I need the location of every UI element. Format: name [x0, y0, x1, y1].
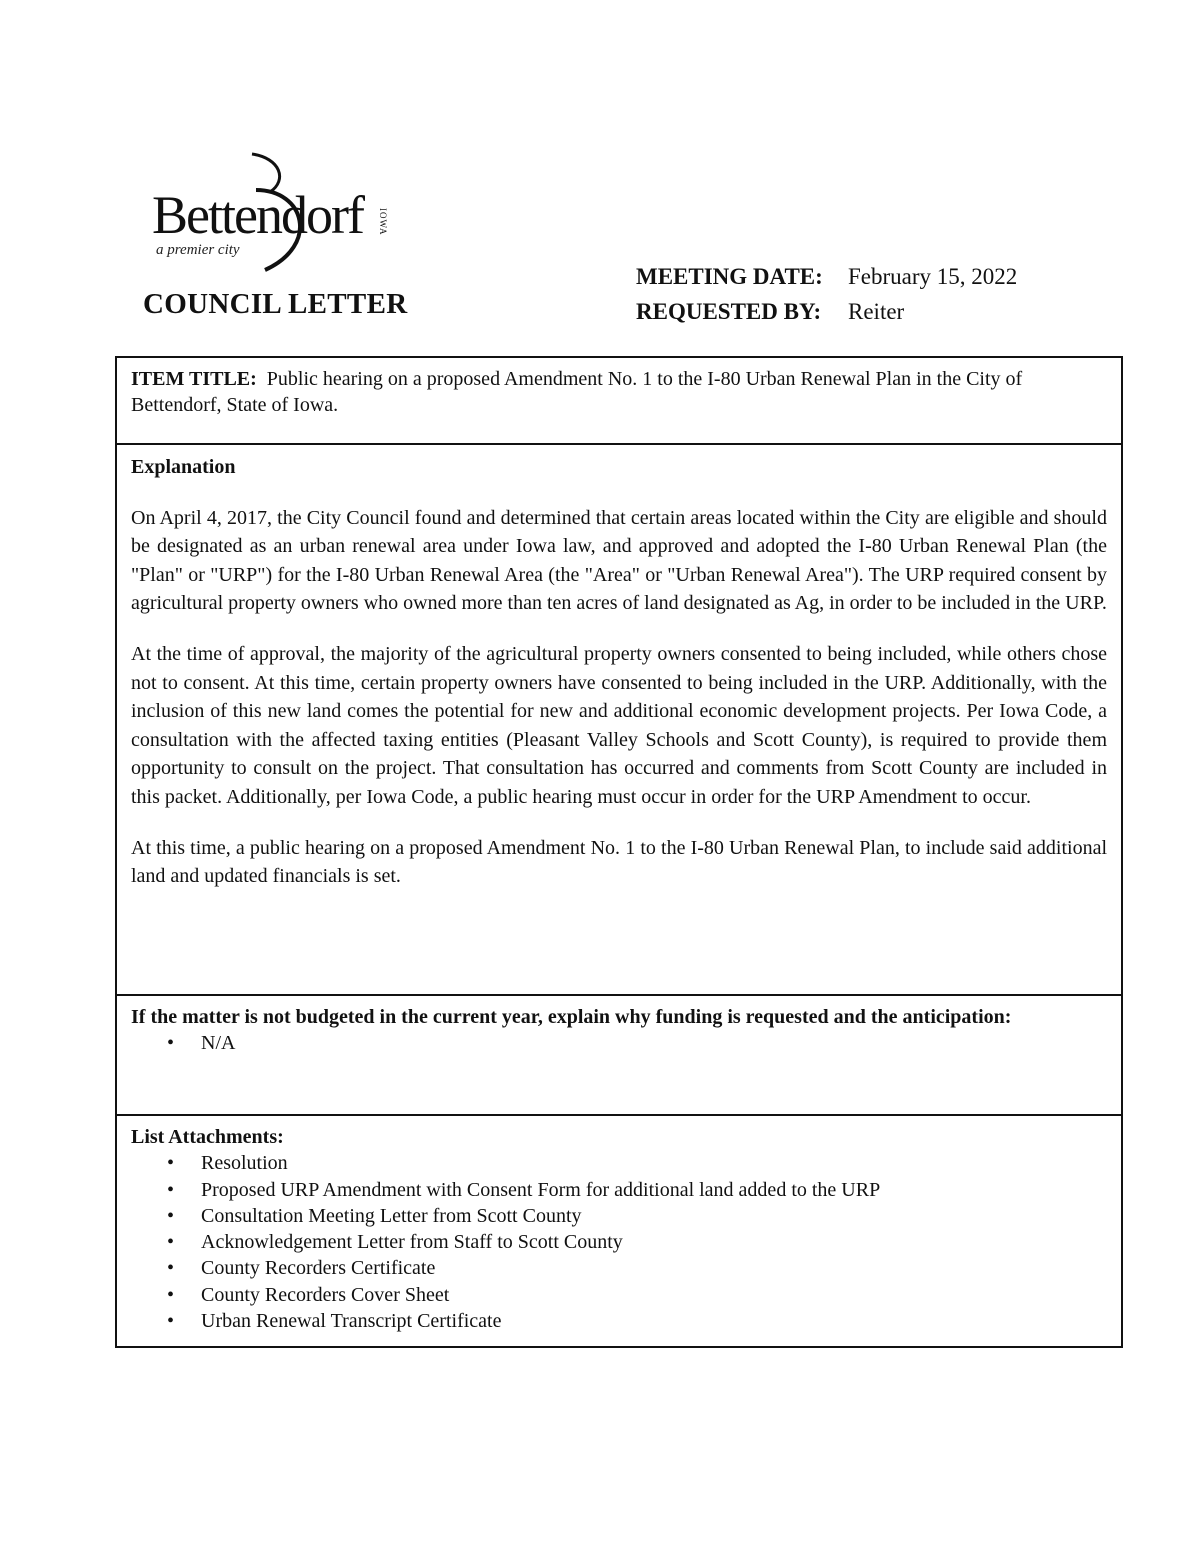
explanation-row: [117, 443, 1121, 994]
logo-tagline: a premier city: [156, 242, 240, 258]
requested-by-row: [636, 294, 1017, 329]
logo-state: IOWA: [378, 208, 388, 236]
requested-by-label: REQUESTED BY:: [636, 299, 822, 324]
list-item: • Resolution: [131, 1150, 1107, 1176]
requested-by-value: Reiter: [848, 299, 905, 324]
list-item: • Acknowledgement Letter from Staff to Scott County: [131, 1229, 1107, 1255]
item-title-text: Public hearing on a proposed Amendment No. 1 to the I-80 Urban Renewal Plan in the City of Bettendorf, State of Iowa.: [131, 368, 1023, 416]
meeting-meta: [636, 259, 1017, 329]
list-item: • Urban Renewal Transcript Certificate: [131, 1308, 1107, 1334]
attachments-heading: List Attachments:: [131, 1126, 284, 1148]
document-title: COUNCIL LETTER: [143, 288, 408, 320]
explanation-paragraph: At this time, a public hearing on a proposed Amendment No. 1 to the I-80 Urban Renewal Plan, to include said additional land and updated financials is set.: [131, 836, 1107, 888]
bettendorf-logo: [150, 150, 400, 275]
attachments-row: [117, 1114, 1121, 1346]
explanation-heading: Explanation: [131, 456, 236, 478]
council-letter-table: [115, 356, 1123, 1348]
item-title-row: [117, 358, 1121, 443]
list-item: • Proposed URP Amendment with Consent Form for additional land added to the URP: [131, 1177, 1107, 1203]
explanation-paragraph: On April 4, 2017, the City Council found and determined that certain areas located within the City are eligible and should be designated as an urban renewal area under Iowa law, and approved and adopted the I-80 Urban Renewal Plan (the "Plan" or "URP") for the I-80 Urban Renewal Area (the "Area" or "Urban Renewal Area"). The URP required consent by agricultural property owners who owned more than ten acres of land designated as Ag, in order to be included in the URP.: [131, 506, 1107, 615]
logo-wordmark: Bettendorf: [152, 185, 363, 245]
meeting-date-value: February 15, 2022: [848, 264, 1018, 289]
list-item: • N/A: [131, 1030, 1107, 1056]
list-item: • County Recorders Cover Sheet: [131, 1282, 1107, 1308]
attachments-list: [131, 1150, 1107, 1334]
list-item: • County Recorders Certificate: [131, 1255, 1107, 1281]
explanation-paragraph: At the time of approval, the majority of the agricultural property owners consented to being included, while others chose not to consent. At this time, certain property owners have consented to being included in the URP. Additionally, with the inclusion of this new land comes the potential for new and additional economic development projects. Per Iowa Code, a consultation with the affected taxing entities (Pleasant Valley Schools and Scott County), is required to provide them opportunity to consult on the project. That consultation has occurred and comments from Scott County are included in this packet. Additionally, per Iowa Code, a public hearing must occur in order for the URP Amendment to occur.: [131, 642, 1107, 808]
budget-row: [117, 994, 1121, 1114]
item-title-label: ITEM TITLE:: [131, 368, 257, 390]
budget-list: [131, 1030, 1107, 1056]
list-item: • Consultation Meeting Letter from Scott County: [131, 1203, 1107, 1229]
meeting-date-row: [636, 259, 1017, 294]
meeting-date-label: MEETING DATE:: [636, 264, 823, 289]
budget-heading: If the matter is not budgeted in the current year, explain why funding is requested and the anticipation:: [131, 1006, 1012, 1028]
